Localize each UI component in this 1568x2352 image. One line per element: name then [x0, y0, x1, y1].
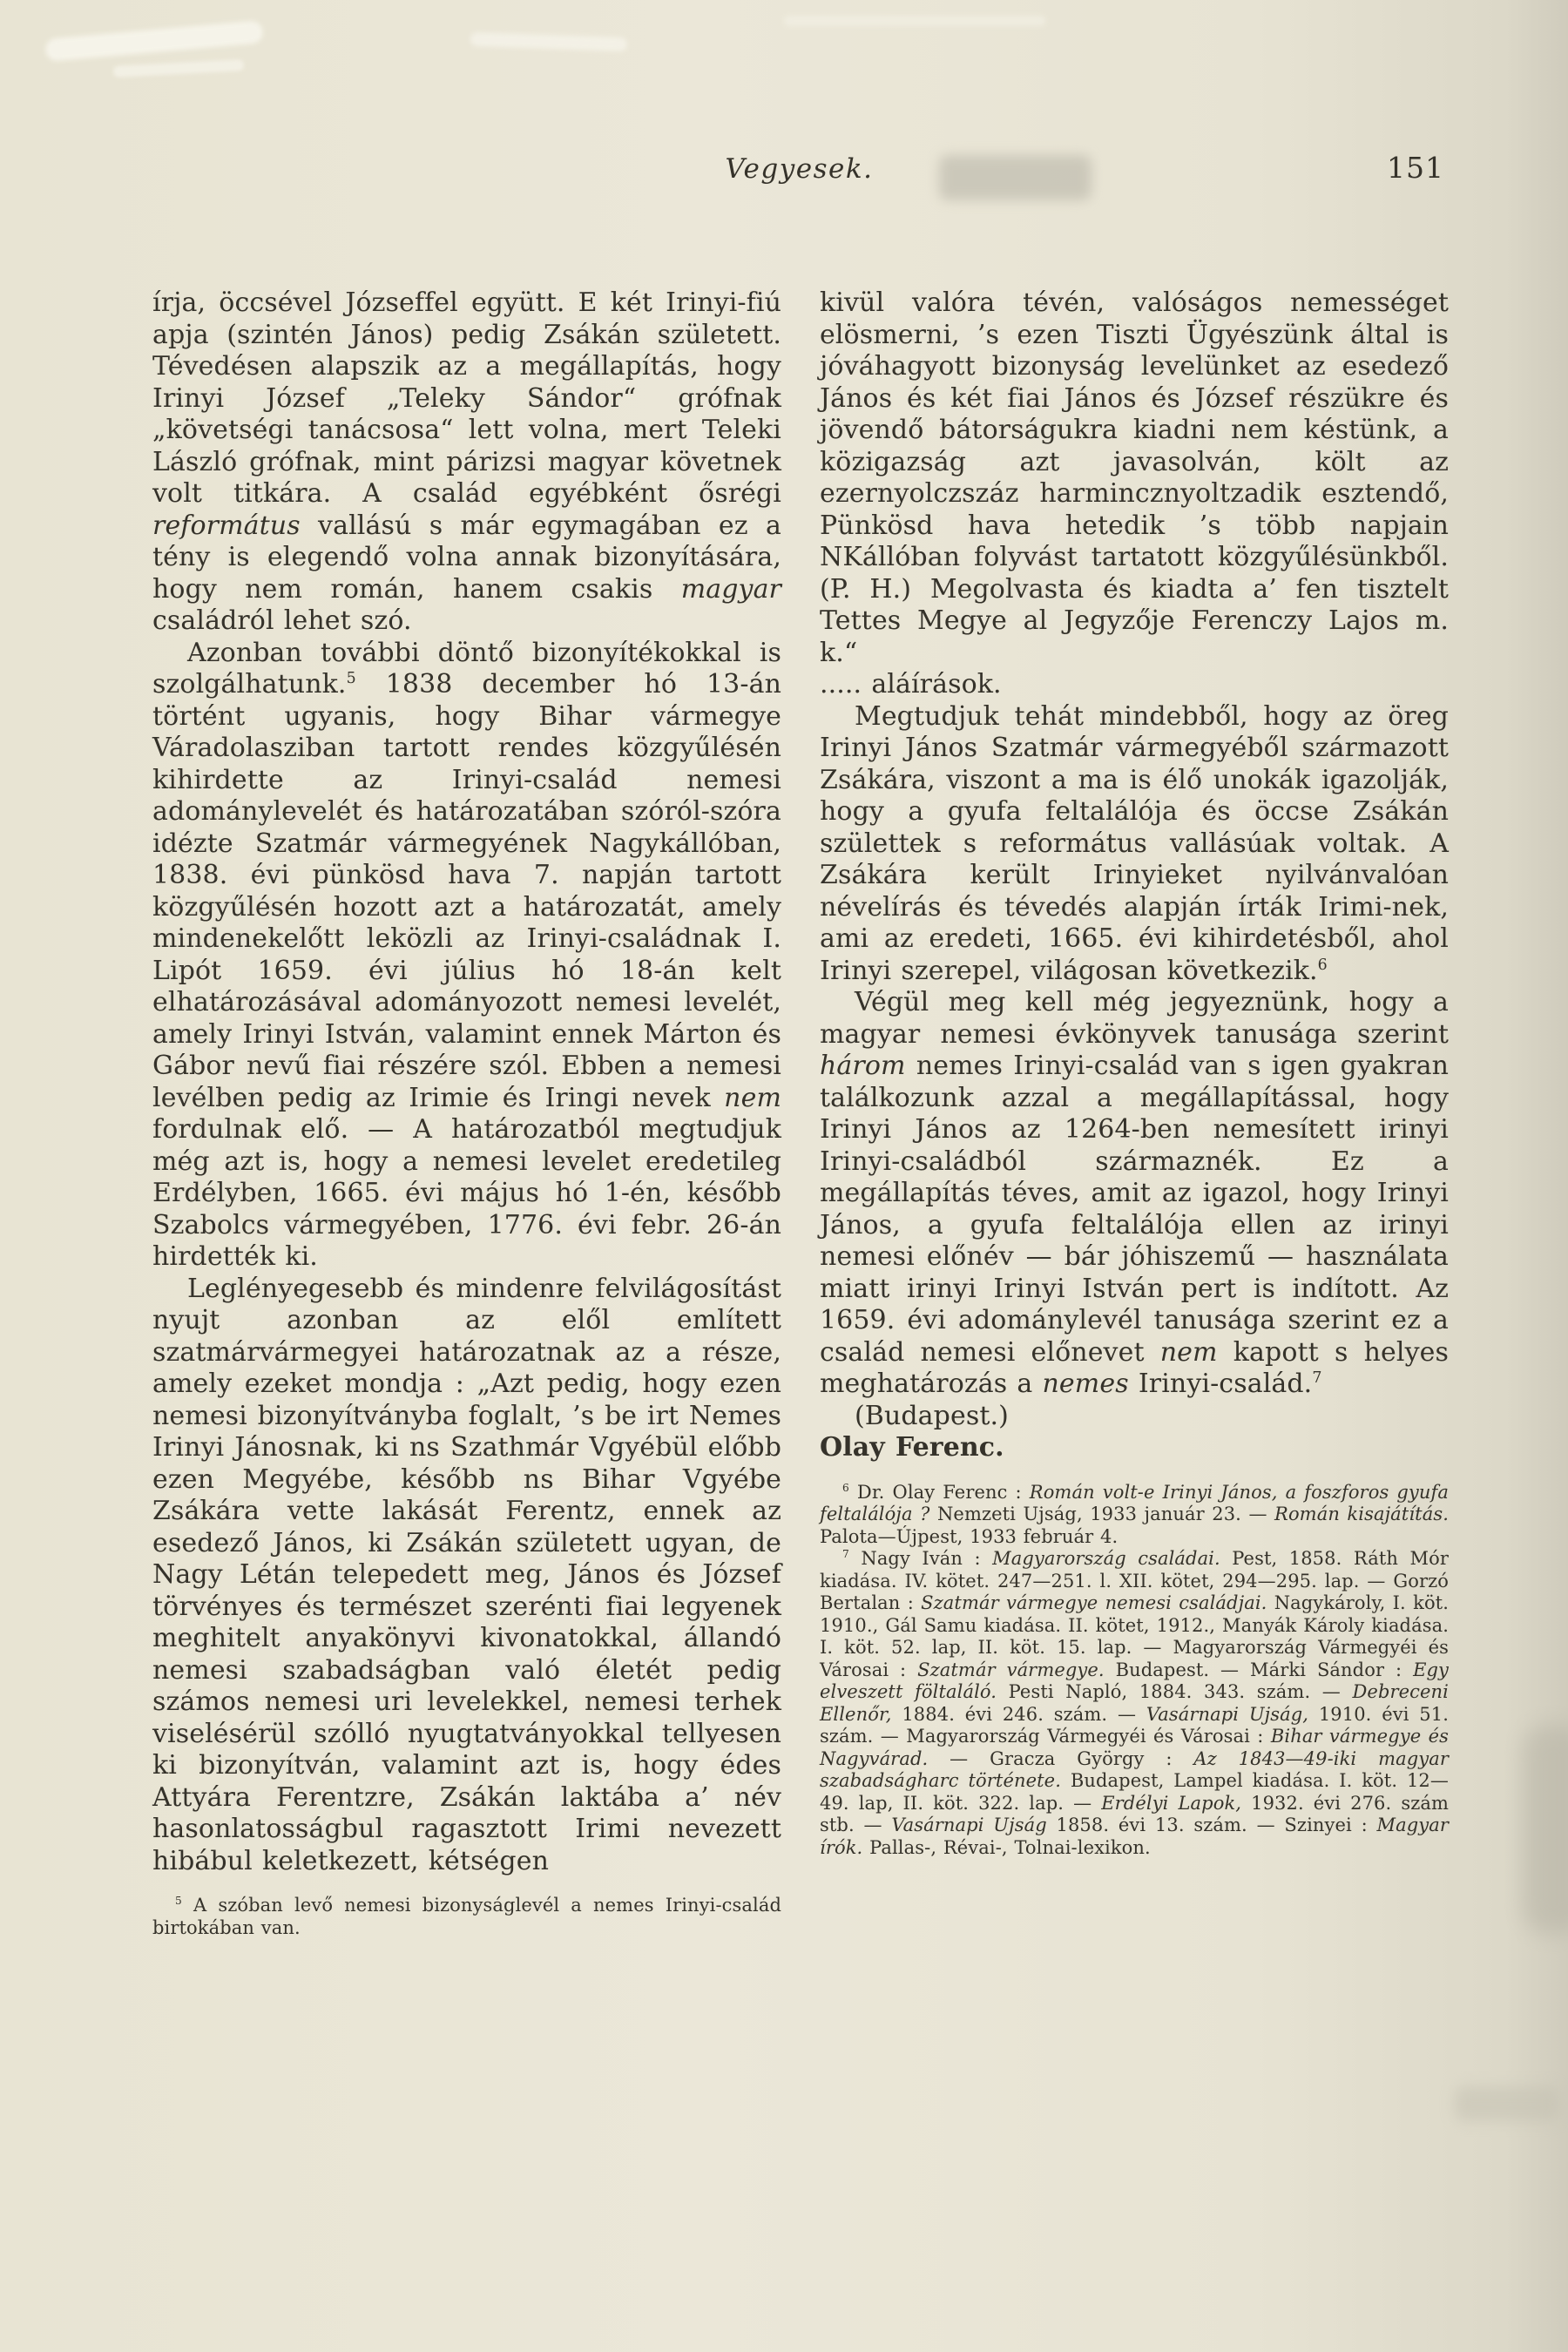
left-column-footnotes	[152, 1895, 781, 1939]
author-signature: Olay Ferenc.	[820, 1432, 1004, 1463]
text-run: Vasárnapi Ujság,	[1146, 1703, 1309, 1725]
scan-artifact	[470, 32, 627, 51]
footnote-marker: 6	[1317, 956, 1328, 974]
text-run: nemes	[1042, 1369, 1129, 1399]
text-run: 1910. évi 51. szám. — Magyarország Vármegyéi és Városai :	[820, 1703, 1450, 1747]
right-column-text	[820, 287, 1449, 1432]
text-run: Azonban további döntő bizonyítékokkal is szolgálhatunk.	[152, 637, 781, 700]
footnote-marker: 5	[346, 670, 356, 687]
text-run: (Budapest.)	[855, 1400, 1009, 1431]
scan-artifact	[1455, 2086, 1559, 2121]
text-run: Pesti Napló, 1884. 343. szám. —	[997, 1681, 1353, 1702]
text-run: Nagy Iván :	[848, 1548, 993, 1569]
page-number: 151	[1387, 151, 1444, 185]
text-run: 1932. évi 276. szám stb. —	[820, 1792, 1450, 1835]
text-run: Irinyi-család.	[1128, 1369, 1313, 1399]
text-run: magyar	[680, 573, 781, 605]
section-title: Vegyesek.	[725, 153, 874, 185]
text-run: három	[820, 1051, 906, 1081]
paragraph	[820, 669, 1449, 701]
page-header	[152, 153, 1446, 197]
text-run: Nagykároly, I. köt. 1910., Gál Samu kiadása. II. kötet, 1912., Manyák Károly kiadása. I. köt. 52. lap, II. köt. 15. lap. — Magyarország Vármegyéi és Városai :	[820, 1592, 1449, 1680]
paragraph	[820, 1482, 1449, 1549]
text-run: Szatmár vármegye.	[917, 1659, 1105, 1680]
text-run: Román volt-e Irinyi János, a foszforos gyufa feltalálója ?	[820, 1481, 1449, 1524]
paragraph	[152, 638, 781, 1274]
scan-artifact	[1523, 1725, 1568, 1934]
text-run: Budapest, Lampel kiadása. I. köt. 12—49. lap, II. köt. 322. lap. —	[820, 1770, 1449, 1814]
text-run: Dr. Olay Ferenc :	[848, 1481, 1030, 1503]
text-run: kapott s helyes meghatározás a	[820, 1336, 1449, 1399]
right-column	[820, 287, 1449, 1939]
paragraph	[820, 287, 1449, 669]
text-run: Debreceni Ellenőr,	[820, 1681, 1449, 1725]
text-run: Az 1843—49-iki magyar szabadságharc története.	[820, 1747, 1449, 1791]
text-run: vallású s már egymagában ez a tény is elegendő volna annak bizonyítására, hogy nem román, hanem csakis	[152, 510, 781, 605]
text-run: nem	[1159, 1336, 1218, 1368]
text-run: írja, öccsével Józseffel együtt. E két Irinyi-fiú apja (szintén János) pedig Zsákán született. Tévedésen alapszik az a megállapítás, hogy Irinyi József „Teleky Sándor“ grófnak „követségi tanácsosa“ lett volna, mert Teleki László grófnak, mint párizsi magyar követnek volt titkára. A család egyébként ősrégi	[152, 287, 781, 509]
text-run: Leglényegesebb és mindenre felvilágosítást nyujt azonban az elől említett szatmárvármegyei határozatnak az a része, amely ezeket mondja : „Azt pedig, hogy ezen nemesi bizonyítványba foglalt, ’s be irt Nemes Irinyi Jánosnak, ki ns Szathmár Vgyébül előbb ezen Megyébe, később ns Bihar Vgyébe Zsákára vette lakását Ferentz, ennek az esedező János, ki Zsákán született ugyan, de Nagy Létán telepedett meg, János és József törvényes és természet szerénti fiai legyenek meghitelt anyakönyvi kivonatokkal, állandó nemesi szabadságban való életét pedig számos nemesi uri levelekkel, nemesi terhek viselésérül szólló nyugtatványokkal tellyesen ki bizonyítván, valamint azt is, hogy édes Attyára Ferentzre, Zsákán laktába a’ név hasonlatosságbul ragasztott Irimi nevezett hibábul keletkezett, kétségen	[152, 1273, 781, 1876]
text-run: 1858. évi 13. szám. — Szinyei :	[1046, 1815, 1377, 1835]
footnote-marker: 7	[1312, 1369, 1322, 1387]
left-column-text	[152, 287, 781, 1877]
text-run: fordulnak elő. — A határozatból megtudjuk még azt is, hogy a nemesi levelet eredetileg Erdélyben, 1665. évi május hó 1-én, később Szabolcs vármegyében, 1776. évi febr. 26-án hirdették ki.	[152, 1114, 781, 1272]
footnote-marker: 7	[842, 1548, 849, 1560]
text-run: kivül valóra tévén, valóságos nemességet elösmerni, ’s ezen Tiszti Ügyészünk által is jóváhagyott bizonyság levelünket az esedező János és két fiai János és József részükre és jövendő bátorságukra kiadni nem késtünk, a közigazság azt javasolván, költ az ezernyolczszáz harmincznyoltzadik esztendő, Pünkösd hava hetedik ’s több napjain NKállóban folyvást tartatott közgyűlésünkből. (P. H.) Megolvasta és kiadta a’ fen tisztelt Tettes Megye al Jegyzője Ferenczy Lajos m. k.“	[820, 287, 1449, 668]
footnote-marker: 5	[175, 1895, 182, 1907]
text-run: Szatmár vármegye nemesi családjai.	[921, 1592, 1267, 1613]
text-run: Pallas-, Révai-, Tolnai-lexikon.	[862, 1836, 1151, 1858]
scan-artifact	[113, 59, 244, 78]
text-run: Magyar írók.	[820, 1815, 1450, 1858]
paragraph	[152, 287, 781, 638]
text-run: Bihar vármegye és Nagyvárad.	[820, 1726, 1449, 1769]
text-run: Végül meg kell még jegyeznünk, hogy a magyar nemesi évkönyvek tanusága szerint	[820, 987, 1449, 1050]
text-run: Budapest. — Márki Sándor :	[1104, 1659, 1414, 1680]
left-column	[152, 287, 781, 1939]
text-run: ..... aláírások.	[820, 669, 1002, 700]
paragraph	[820, 701, 1449, 988]
text-run: Vasárnapi Ujság	[891, 1815, 1047, 1835]
paragraph	[820, 987, 1449, 1401]
text-run: 1838 december hó 13-án történt ugyanis, hogy Bihar vármegye Váradolasziban tartott rendes közgyűlésén kihirdette az Irinyi-család nemesi adománylevelét és határozatában szóról-szóra idézte Szatmár vármegyének Nagykállóban, 1838. évi pünkösd hava 7. napján tartott közgyűlésén hozott azt a határozatát, amely mindenekelőtt leközli az Irinyi-családnak I. Lipót 1659. évi július hó 18-án kelt elhatározásával adományozott nemesi levelét, amely Irinyi István, valamint ennek Márton és Gábor nevű fiai részére szól. Ebben a nemesi levélben pedig az Irimie és Iringi nevek	[152, 669, 781, 1113]
text-run: — Gracza György :	[928, 1747, 1194, 1769]
text-run: Magyarország családai.	[992, 1548, 1220, 1569]
paragraph	[820, 1401, 1449, 1433]
text-run: családról lehet szó.	[152, 605, 412, 636]
paragraph	[152, 1895, 781, 1939]
right-column-footnotes	[820, 1482, 1449, 1860]
text-run: 1884. évi 246. szám. —	[891, 1703, 1146, 1725]
text-run: Nemzeti Ujság, 1933 január 23. —	[929, 1504, 1275, 1524]
text-run: Pest, 1858. Ráth Mór kiadása. IV. kötet. 247—251. l. XII. kötet, 294—295. lap. — Gorzó Bertalan :	[820, 1548, 1449, 1613]
paragraph	[152, 1274, 781, 1878]
text-run: nem	[724, 1082, 781, 1113]
text-run: Román kisajátítás.	[1274, 1504, 1449, 1524]
scan-artifact	[784, 16, 1045, 26]
text-run: nemes Irinyi-család van s igen gyakran találkozunk azzal a megállapítással, hogy Irinyi János az 1264-ben nemesített irinyi Irinyi-családból származnék. Ez a megállapítás téves, amit az igazol, hogy Irinyi János, a gyufa feltalálója ellen az irinyi nemesi előnév — bár jóhiszemű — használata miatt irinyi Irinyi István pert is indított. Az 1659. évi adománylevél tanusága szerint ez a család nemesi előnevet	[820, 1051, 1449, 1368]
text-run: református	[152, 510, 301, 541]
text-run: Megtudjuk tehát mindebből, hogy az öreg Irinyi János Szatmár vármegyéből származott Zsákára, viszont a ma is élő unokák igazolják, hogy a gyufa feltalálója és öccse Zsákán születtek s református vallásúak voltak. A Zsákára került Irinyieket nyilvánvalóan névelírás és tévedés alapján írták Irimi-nek, ami az eredeti, 1665. évi kihirdetésből, ahol Irinyi szerepel, világosan következik.	[820, 700, 1449, 986]
text-run: Egy elveszett föltaláló.	[820, 1659, 1449, 1702]
footnote-marker: 6	[842, 1481, 849, 1494]
text-run: Palota—Újpest, 1933 február 4.	[820, 1525, 1119, 1547]
paragraph	[820, 1548, 1449, 1859]
text-run: Erdélyi Lapok,	[1101, 1792, 1242, 1814]
scan-artifact	[44, 20, 263, 62]
text-run: A szóban levő nemesi bizonyságlevél a nemes Irinyi-család birtokában van.	[152, 1895, 781, 1938]
page-body	[152, 287, 1449, 1939]
